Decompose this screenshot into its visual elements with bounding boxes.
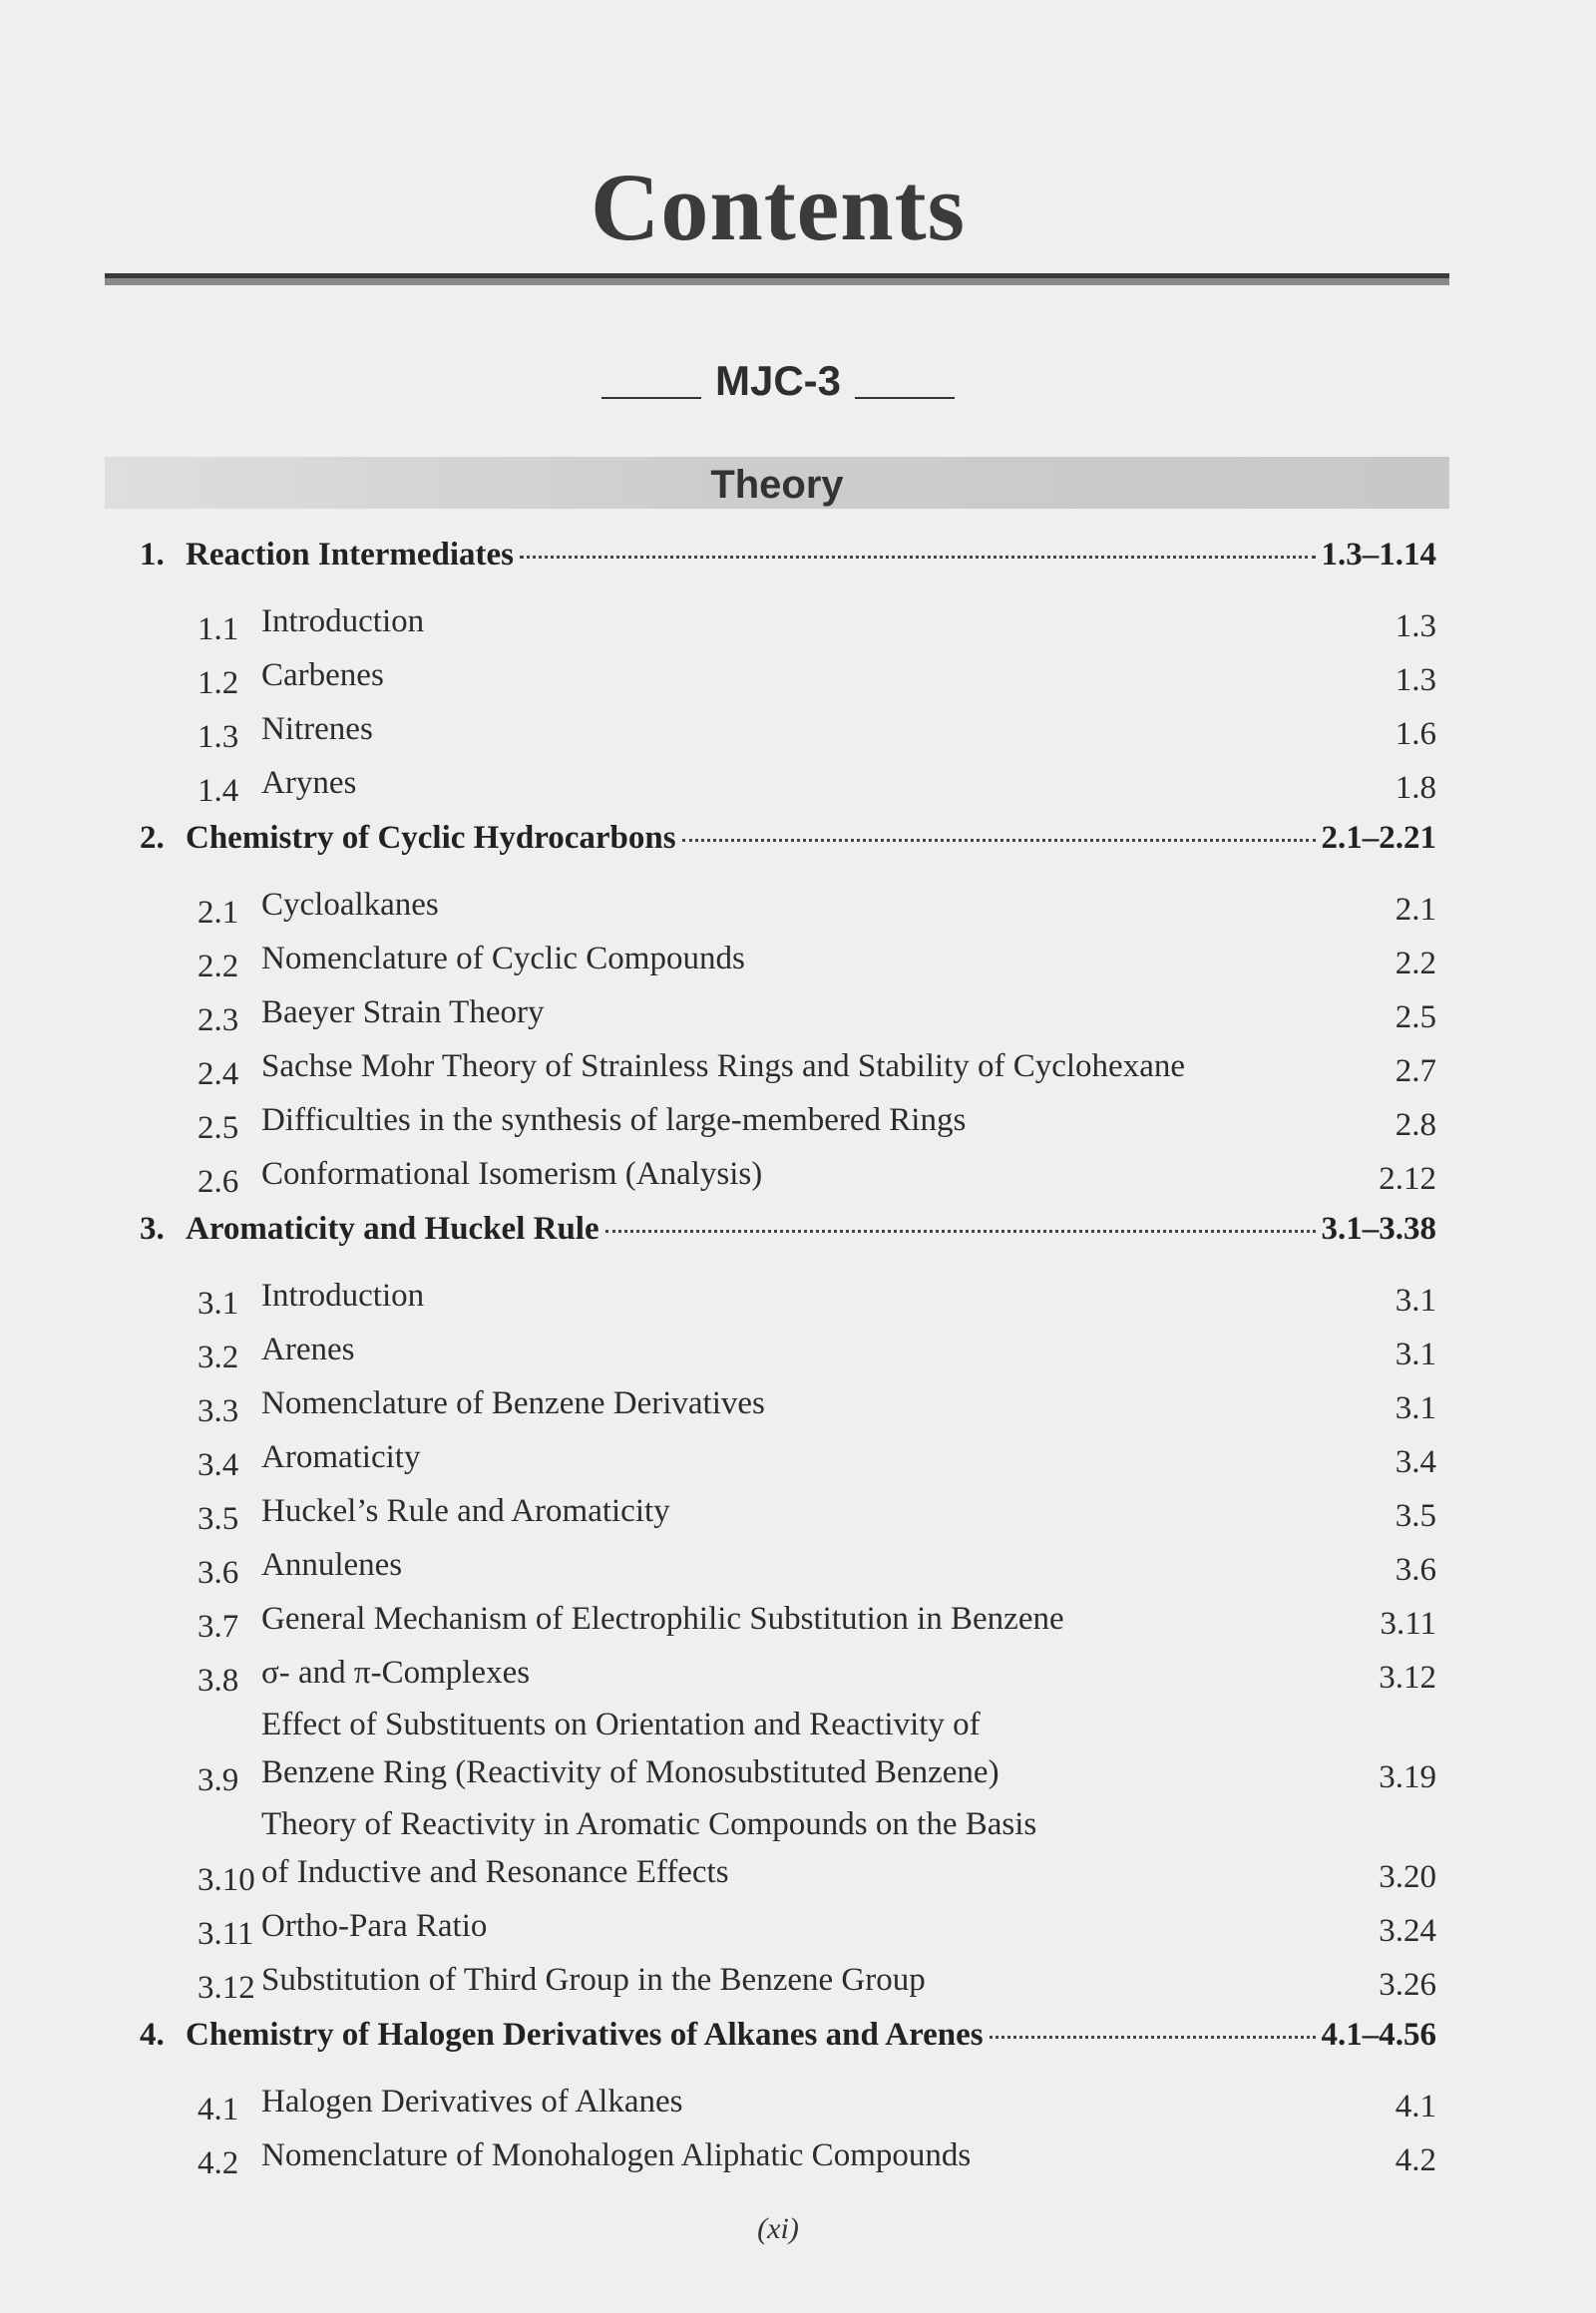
entry-title: Huckel’s Rule and Aromaticity xyxy=(261,1493,670,1529)
entry-number: 3.6 xyxy=(198,1555,239,1591)
chapter-block xyxy=(140,2017,1436,2182)
entry-page: 3.5 xyxy=(1395,1498,1436,1534)
theory-band: Theory xyxy=(105,457,1449,509)
entry-title: Carbenes xyxy=(261,657,384,693)
toc-entry[interactable] xyxy=(140,594,1436,648)
toc-entry[interactable] xyxy=(140,756,1436,810)
entry-page: 2.8 xyxy=(1395,1107,1436,1143)
table-of-contents xyxy=(140,537,1436,2192)
chapter-pages: 2.1–2.21 xyxy=(1321,820,1436,856)
entry-number: 3.4 xyxy=(198,1447,239,1483)
entry-page: 3.19 xyxy=(1379,1759,1436,1795)
entry-title-cont: Benzene Ring (Reactivity of Monosubstituted Benzene) xyxy=(261,1754,999,1790)
entry-title: Nomenclature of Cyclic Compounds xyxy=(261,941,745,976)
entry-page: 3.24 xyxy=(1379,1913,1436,1949)
toc-entry[interactable] xyxy=(140,1376,1436,1430)
chapter-row[interactable] xyxy=(140,537,1436,594)
toc-entry[interactable] xyxy=(140,1538,1436,1592)
entry-title: σ- and π-Complexes xyxy=(261,1655,531,1691)
entry-number: 3.12 xyxy=(198,1970,255,2006)
toc-entry[interactable] xyxy=(140,1093,1436,1147)
heading-dash-right xyxy=(855,397,955,399)
toc-entry[interactable] xyxy=(140,1646,1436,1700)
dot-leader xyxy=(990,2036,1316,2039)
chapter-pages: 1.3–1.14 xyxy=(1321,537,1436,573)
chapter-block xyxy=(140,537,1436,810)
entry-page: 3.20 xyxy=(1379,1859,1436,1895)
entry-number: 1.4 xyxy=(198,773,239,809)
entry-number: 2.4 xyxy=(198,1056,239,1092)
toc-entry[interactable] xyxy=(140,2128,1436,2182)
section-heading-text: MJC-3 xyxy=(714,357,842,404)
toc-entry[interactable] xyxy=(140,1147,1436,1201)
entry-number: 2.6 xyxy=(198,1164,239,1200)
entry-title: Aromaticity xyxy=(261,1439,421,1475)
toc-entry[interactable] xyxy=(140,1430,1436,1484)
entry-title: Introduction xyxy=(261,603,425,639)
entry-title: Effect of Substituents on Orientation and Reactivity of xyxy=(261,1707,981,1742)
entry-title: Ortho-Para Ratio xyxy=(261,1908,488,1944)
toc-entry[interactable] xyxy=(140,1484,1436,1538)
entry-number: 2.3 xyxy=(198,1002,239,1038)
chapter-number: 3. xyxy=(140,1211,165,1247)
chapter-pages: 3.1–3.38 xyxy=(1321,1211,1436,1247)
toc-entry[interactable] xyxy=(140,985,1436,1039)
page-title: Contents xyxy=(590,154,966,260)
entry-title: Baeyer Strain Theory xyxy=(261,994,545,1030)
toc-entry[interactable] xyxy=(140,1700,1436,1799)
dot-leader xyxy=(605,1230,1316,1233)
entry-page: 4.2 xyxy=(1395,2142,1436,2178)
entry-page: 4.1 xyxy=(1395,2089,1436,2124)
entry-title: General Mechanism of Electrophilic Substitution in Benzene xyxy=(261,1601,1064,1637)
toc-entry[interactable] xyxy=(140,1269,1436,1323)
entry-title: Annulenes xyxy=(261,1547,403,1583)
entry-title: Theory of Reactivity in Aromatic Compounds on the Basis xyxy=(261,1806,1037,1842)
chapter-pages: 4.1–4.56 xyxy=(1321,2017,1436,2053)
toc-entry[interactable] xyxy=(140,1323,1436,1376)
chapter-row[interactable] xyxy=(140,1211,1436,1269)
entry-number: 1.1 xyxy=(198,611,239,647)
entry-number: 3.3 xyxy=(198,1393,239,1429)
entry-number: 3.7 xyxy=(198,1609,239,1645)
toc-entry[interactable] xyxy=(140,1953,1436,2007)
entry-number: 3.11 xyxy=(198,1916,254,1952)
entry-page: 2.12 xyxy=(1379,1161,1436,1197)
entry-number: 2.5 xyxy=(198,1110,239,1146)
page-folio: (xi) xyxy=(757,2212,799,2245)
entry-title: Introduction xyxy=(261,1278,425,1314)
dot-leader xyxy=(520,556,1315,559)
toc-entry[interactable] xyxy=(140,1899,1436,1953)
entry-page: 2.1 xyxy=(1395,892,1436,928)
entry-page: 1.3 xyxy=(1395,608,1436,644)
chapter-title: Reaction Intermediates xyxy=(186,537,515,573)
entry-page: 3.1 xyxy=(1395,1283,1436,1319)
entry-page: 2.2 xyxy=(1395,946,1436,981)
toc-entry[interactable] xyxy=(140,1039,1436,1093)
toc-entry[interactable] xyxy=(140,1799,1436,1899)
entry-page: 1.8 xyxy=(1395,770,1436,806)
chapter-number: 1. xyxy=(140,537,165,573)
entry-title: Nomenclature of Monohalogen Aliphatic Compounds xyxy=(261,2137,972,2173)
entry-number: 3.5 xyxy=(198,1501,239,1537)
entry-number: 3.10 xyxy=(198,1862,255,1898)
toc-entry[interactable] xyxy=(140,878,1436,932)
chapter-block xyxy=(140,820,1436,1201)
chapter-row[interactable] xyxy=(140,820,1436,878)
heading-dash-left xyxy=(601,397,701,399)
entry-page: 1.6 xyxy=(1395,716,1436,752)
entry-page: 2.5 xyxy=(1395,999,1436,1035)
entry-page: 3.6 xyxy=(1395,1552,1436,1588)
chapter-row[interactable] xyxy=(140,2017,1436,2075)
entry-number: 3.9 xyxy=(198,1762,239,1798)
chapter-number: 2. xyxy=(140,820,165,856)
entry-page: 3.1 xyxy=(1395,1390,1436,1426)
chapter-title: Chemistry of Halogen Derivatives of Alkanes and Arenes xyxy=(186,2017,984,2053)
entry-number: 3.2 xyxy=(198,1340,239,1375)
entry-number: 2.2 xyxy=(198,949,239,984)
entry-number: 1.2 xyxy=(198,665,239,701)
chapter-title: Chemistry of Cyclic Hydrocarbons xyxy=(186,820,676,856)
title-rule xyxy=(105,273,1449,285)
entry-page: 3.12 xyxy=(1379,1660,1436,1696)
entry-number: 3.1 xyxy=(198,1286,239,1322)
entry-page: 2.7 xyxy=(1395,1053,1436,1089)
toc-entry[interactable] xyxy=(140,932,1436,985)
chapter-block xyxy=(140,1211,1436,2007)
entry-page: 1.3 xyxy=(1395,662,1436,698)
entry-title: Cycloalkanes xyxy=(261,887,439,923)
entry-page: 3.1 xyxy=(1395,1337,1436,1372)
toc-entry[interactable] xyxy=(140,2075,1436,2128)
entry-number: 1.3 xyxy=(198,719,239,755)
entry-number: 2.1 xyxy=(198,895,239,931)
entry-title-cont: of Inductive and Resonance Effects xyxy=(261,1854,729,1890)
toc-entry[interactable] xyxy=(140,702,1436,756)
dot-leader xyxy=(682,839,1316,842)
toc-entry[interactable] xyxy=(140,1592,1436,1646)
entry-title: Halogen Derivatives of Alkanes xyxy=(261,2084,683,2120)
entry-title: Nitrenes xyxy=(261,711,373,747)
toc-entry[interactable] xyxy=(140,648,1436,702)
entry-title: Arenes xyxy=(261,1332,355,1367)
entry-title: Difficulties in the synthesis of large-membered Rings xyxy=(261,1102,967,1138)
entry-title: Conformational Isomerism (Analysis) xyxy=(261,1156,763,1192)
entry-number: 4.1 xyxy=(198,2092,239,2127)
entry-number: 3.8 xyxy=(198,1663,239,1699)
entry-number: 4.2 xyxy=(198,2145,239,2181)
entry-title: Sachse Mohr Theory of Strainless Rings and Stability of Cyclohexane xyxy=(261,1048,1185,1084)
entry-page: 3.4 xyxy=(1395,1444,1436,1480)
entry-page: 3.26 xyxy=(1379,1967,1436,2003)
section-heading xyxy=(0,357,1556,405)
entry-title: Nomenclature of Benzene Derivatives xyxy=(261,1385,765,1421)
chapter-number: 4. xyxy=(140,2017,165,2053)
entry-title: Arynes xyxy=(261,765,357,801)
entry-title: Substitution of Third Group in the Benzene Group xyxy=(261,1962,926,1998)
entry-page: 3.11 xyxy=(1380,1606,1436,1642)
chapter-title: Aromaticity and Huckel Rule xyxy=(186,1211,599,1247)
